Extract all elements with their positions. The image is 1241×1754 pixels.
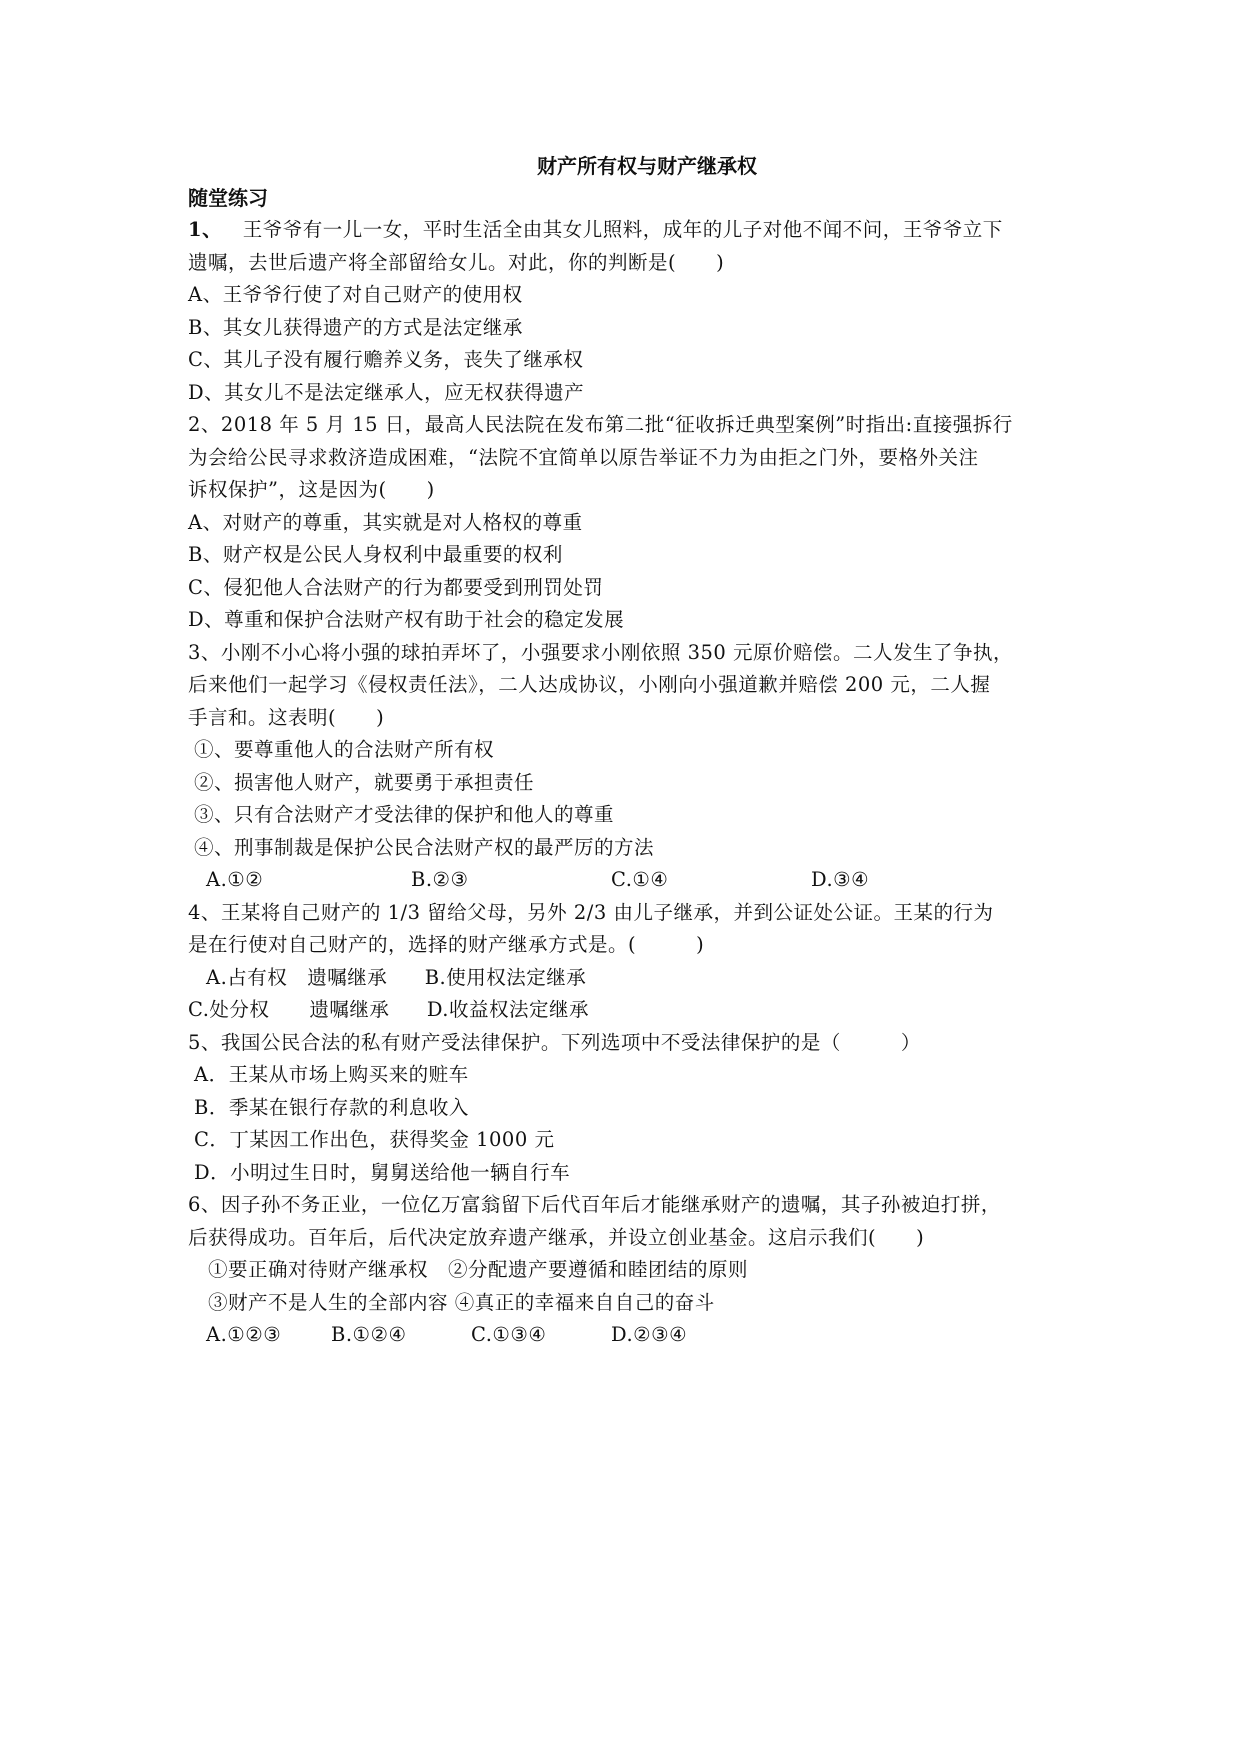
- question-6: [188, 1189, 1058, 1352]
- question-3-statement-2: ②、损害他人财产，就要勇于承担责任: [194, 770, 535, 794]
- question-1-option-d: D、其女儿不是法定继承人，应无权获得遗产: [188, 380, 585, 404]
- question-3-statement-4: ④、刑事制裁是保护公民合法财产权的最严厉的方法: [194, 835, 655, 859]
- question-6-choice-a: A.①②③: [206, 1323, 282, 1346]
- question-2-stem-line-1: 2、2018 年 5 月 15 日，最高人民法院在发布第二批“征收拆迁典型案例”时指出:直接强拆行: [188, 413, 1013, 436]
- question-6-choice-b: B.①②④: [331, 1323, 407, 1346]
- question-1-option-a: A、王爷爷行使了对自己财产的使用权: [188, 283, 523, 306]
- question-5: [188, 1027, 1058, 1190]
- question-2-option-d: D、尊重和保护合法财产权有助于社会的稳定发展: [188, 608, 625, 631]
- question-4: [188, 897, 1058, 1027]
- question-3-statement-3: ③、只有合法财产才受法律的保护和他人的尊重: [194, 803, 615, 826]
- question-3-stem-line-1: 3、小刚不小心将小强的球拍弄坏了，小强要求小刚依照 350 元原价赔偿。二人发生了争执，: [188, 640, 1014, 664]
- question-3-choice-c: C.①④: [611, 868, 669, 891]
- question-5-option-d: D．小明过生日时，舅舅送给他一辆自行车: [194, 1160, 571, 1184]
- question-3-statement-1: ①、要尊重他人的合法财产所有权: [194, 738, 495, 761]
- question-3-choice-d: D.③④: [811, 868, 870, 891]
- question-4-choice-a: A.占有权 遗嘱继承: [206, 965, 388, 989]
- question-6-statements-row-2: ③财产不是人生的全部内容 ④真正的幸福来自自己的奋斗: [208, 1290, 715, 1314]
- question-2-option-a: A、对财产的尊重，其实就是对人格权的尊重: [188, 510, 583, 534]
- question-4-choice-c: C.处分权 遗嘱继承: [188, 998, 390, 1021]
- question-4-choices-row-1: [188, 962, 1058, 995]
- question-4-stem-line-1: 4、王某将自己财产的 1/3 留给父母，另外 2/3 由儿子继承，并到公证处公证。王某的行为: [188, 900, 994, 924]
- question-1-stem-line-1: 王爷爷有一儿一女，平时生活全由其女儿照料，成年的儿子对他不闻不问，王爷爷立下: [242, 218, 1003, 241]
- question-4-choice-b: B.使用权法定继承: [424, 965, 587, 989]
- question-4-choice-d: D.收益权法定继承: [426, 998, 589, 1021]
- question-6-statements-row-1: ①要正确对待财产继承权 ②分配遗产要遵循和睦团结的原则: [208, 1258, 749, 1281]
- question-4-stem-line-2: 是在行使对自己财产的，选择的财产继承方式是。( ): [188, 933, 705, 956]
- question-5-option-c: C．丁某因工作出色，获得奖金 1000 元: [194, 1128, 555, 1151]
- question-6-choice-c: C.①③④: [471, 1323, 547, 1346]
- question-5-stem-line-1: 5、我国公民合法的私有财产受法律保护。下列选项中不受法律保护的是（ ）: [188, 1030, 921, 1054]
- question-3-choice-a: A.①②: [206, 868, 264, 891]
- question-6-stem-line-1: 6、因子孙不务正业，一位亿万富翁留下后代百年后才能继承财产的遗嘱，其子孙被迫打拼，: [188, 1193, 1001, 1216]
- question-5-option-b: B．季某在银行存款的利息收入: [194, 1095, 469, 1119]
- question-1: [188, 214, 1058, 409]
- question-6-choices: [188, 1319, 1058, 1352]
- question-2-stem-line-2: 为会给公民寻求救济造成困难，“法院不宜简单以原告举证不力为由拒之门外，要格外关注: [188, 445, 979, 469]
- question-1-option-c: C、其儿子没有履行赡养义务，丧失了继承权: [188, 348, 584, 371]
- question-3-choices: [188, 864, 1058, 897]
- question-2: [188, 409, 1058, 637]
- question-1-number: 1、: [188, 218, 223, 241]
- question-3-stem-line-2: 后来他们一起学习《侵权责任法》，二人达成协议，小刚向小强道歉并赔偿 200 元，二人握: [188, 673, 991, 696]
- question-2-option-c: C、侵犯他人合法财产的行为都要受到刑罚处罚: [188, 575, 604, 599]
- question-2-stem-line-3: 诉权保护”，这是因为( ): [188, 478, 435, 501]
- section-heading: 随堂练习: [188, 186, 268, 210]
- question-4-choices-row-2: [188, 994, 1058, 1027]
- document-page: [188, 150, 1058, 1352]
- question-1-option-b: B、其女儿获得遗产的方式是法定继承: [188, 315, 523, 339]
- question-6-choice-d: D.②③④: [611, 1323, 688, 1346]
- question-1-stem-line-2: 遗嘱，去世后遗产将全部留给女儿。对此，你的判断是( ): [188, 250, 725, 274]
- question-5-option-a: A．王某从市场上购买来的赃车: [194, 1063, 469, 1086]
- question-2-option-b: B、财产权是公民人身权利中最重要的权利: [188, 543, 563, 566]
- page-title: 财产所有权与财产继承权: [537, 154, 757, 178]
- question-6-stem-line-2: 后获得成功。百年后，后代决定放弃遗产继承，并设立创业基金。这启示我们( ): [188, 1225, 925, 1249]
- question-3-choice-b: B.②③: [411, 868, 469, 891]
- question-3-stem-line-3: 手言和。这表明( ): [188, 705, 385, 729]
- question-3: [188, 637, 1058, 897]
